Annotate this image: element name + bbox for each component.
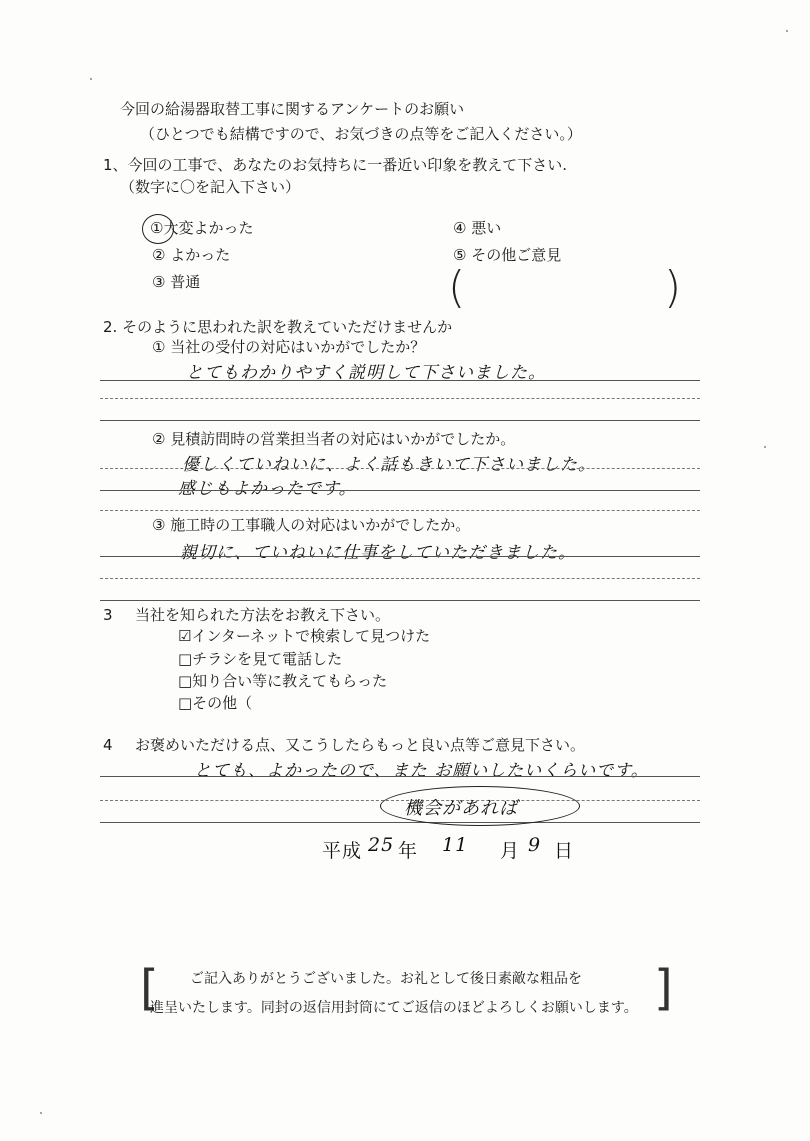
- footer-line2: 進呈いたします。同封の返信用封筒にてご返信のほどよろしくお願いします。: [150, 1000, 638, 1016]
- footer-line1: ご記入ありがとうございました。お礼として後日素敵な粗品を: [190, 971, 582, 987]
- answer-line: [100, 380, 700, 381]
- date-year-unit: 年: [398, 840, 419, 862]
- date-month-unit: 月: [500, 840, 521, 862]
- q1-option-5[interactable]: ⑤ その他ご意見: [453, 246, 562, 264]
- q4-question: お褒めいただける点、又こうしたらもっと良い点等ご意見下さい。: [135, 736, 586, 754]
- q1-other-open-paren: (: [448, 262, 466, 313]
- q2-sub2-answer-line1[interactable]: 優しくていねいに、よく話もきいて下さいました。: [182, 455, 596, 475]
- answer-line: [100, 600, 700, 601]
- q3-option-flyer[interactable]: □チラシを見て電話した: [178, 650, 343, 668]
- answer-line: [100, 398, 700, 399]
- answer-line: [100, 468, 700, 469]
- q3-number: 3: [103, 606, 113, 624]
- q1-other-close-paren: ): [664, 262, 682, 313]
- q2-sub2-answer-line2[interactable]: 感じもよかったです。: [178, 479, 357, 499]
- date-day-unit: 日: [554, 840, 575, 862]
- footer-right-bracket: ]: [654, 960, 673, 1016]
- q1-option-3[interactable]: ③ 普通: [152, 273, 201, 291]
- answer-line: [100, 510, 700, 511]
- answer-line: [100, 420, 700, 421]
- footer-left-bracket: [: [140, 960, 159, 1016]
- q2-sub2-question: ② 見積訪問時の営業担当者の対応はいかがでしたか。: [152, 430, 516, 448]
- q4-insert-note[interactable]: 機会があれば: [404, 798, 518, 819]
- q2-question: 2. そのように思われた訳を教えていただけませんか: [103, 318, 453, 336]
- q2-sub1-question: ① 当社の受付の対応はいかがでしたか？: [152, 338, 426, 356]
- date-year[interactable]: 25: [368, 834, 395, 856]
- q3-option-internet[interactable]: ☑インターネットで検索して見つけた: [178, 627, 431, 645]
- survey-subtitle: （ひとつでも結構ですので、お気づきの点等をご記入ください。）: [140, 125, 582, 143]
- survey-title: 今回の給湯器取替工事に関するアンケートのお願い: [120, 100, 465, 118]
- scan-speck: [90, 78, 92, 80]
- answer-line: [100, 822, 700, 823]
- q3-question: 当社を知られた方法をお教え下さい。: [135, 606, 391, 624]
- q1-option-4[interactable]: ④ 悪い: [453, 219, 502, 237]
- answer-line: [100, 776, 700, 777]
- q2-sub1-answer[interactable]: とてもわかりやすく説明して下さいました。: [186, 363, 546, 383]
- q2-sub3-question: ③ 施工時の工事職人の対応はいかがでしたか。: [152, 516, 471, 534]
- answer-line: [100, 578, 700, 579]
- q3-option-acquaintance[interactable]: □知り合い等に教えてもらった: [178, 672, 388, 690]
- q4-number: 4: [103, 736, 113, 754]
- date-month[interactable]: 11: [442, 834, 469, 856]
- q1-question: 1、今回の工事で、あなたのお気持ちに一番近い印象を教えて下さい.: [103, 156, 568, 174]
- answer-line: [100, 490, 700, 491]
- scan-speck: [764, 446, 766, 448]
- q4-answer[interactable]: とても、よかったので、また お願いしたいくらいです。: [194, 761, 649, 781]
- q1-option-2[interactable]: ② よかった: [152, 246, 231, 264]
- date-era: 平成: [322, 840, 363, 862]
- q2-sub3-answer[interactable]: 親切に、ていねいに仕事をしていただきました。: [180, 543, 576, 563]
- scan-speck: [786, 30, 788, 32]
- q1-instruction: （数字に〇を記入下さい）: [120, 178, 301, 196]
- date-day[interactable]: 9: [528, 834, 542, 856]
- q1-option-1[interactable]: ①大変よかった: [150, 219, 254, 237]
- q3-option-other[interactable]: □その他（: [178, 694, 253, 712]
- answer-line: [100, 556, 700, 557]
- scan-speck: [40, 1112, 42, 1114]
